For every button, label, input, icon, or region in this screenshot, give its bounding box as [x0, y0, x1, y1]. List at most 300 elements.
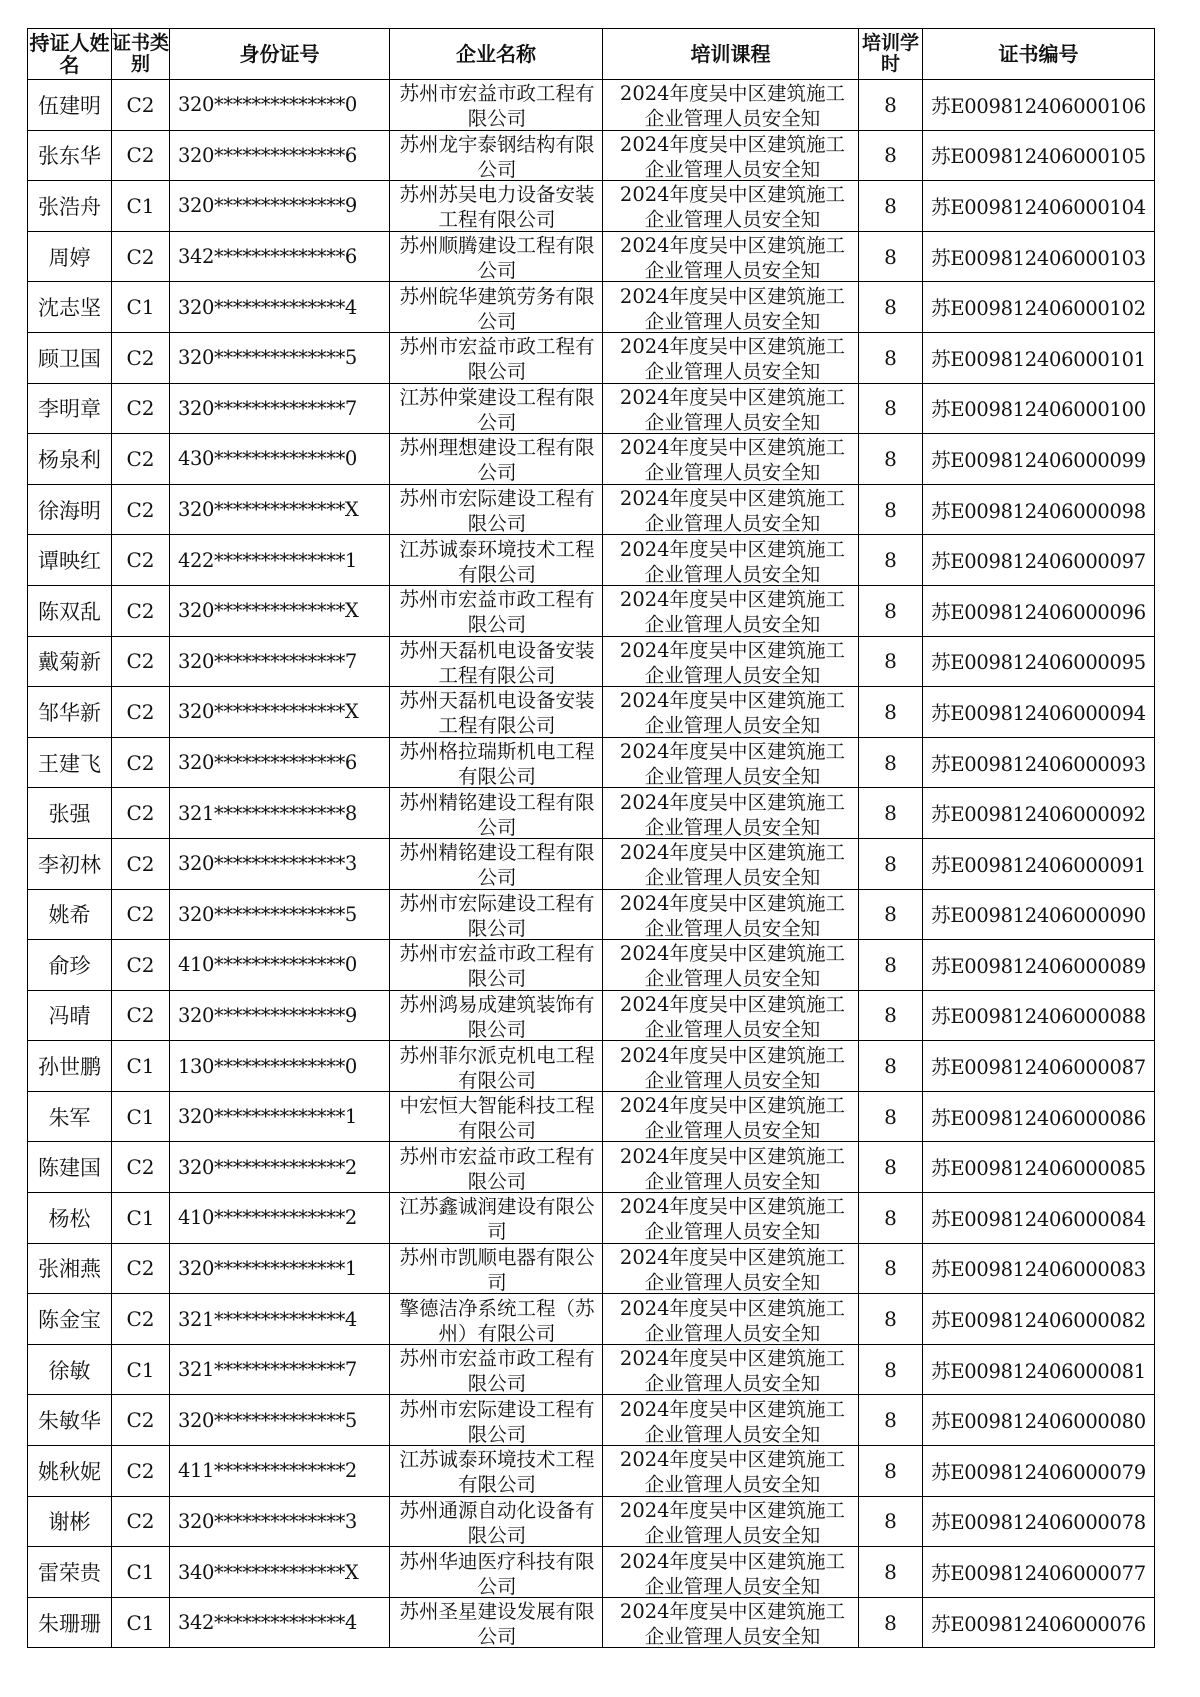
cell-hours: 8 [859, 282, 923, 333]
table-row [28, 434, 1155, 485]
cell-holder-name: 姚希 [28, 889, 112, 940]
cell-course: 2024年度吴中区建筑施工企业管理人员安全知 [619, 942, 846, 990]
cell-company-cell [390, 1344, 603, 1395]
cell-category: C2 [112, 940, 170, 991]
cell-id-number: 320**************3 [170, 838, 390, 889]
cell-category: C1 [112, 1547, 170, 1598]
cell-certificate-number: 苏E009812406000106 [923, 80, 1155, 131]
cell-certificate-number: 苏E009812406000098 [923, 484, 1155, 535]
cell-company-cell [390, 889, 603, 940]
cell-certificate-number: 苏E009812406000090 [923, 889, 1155, 940]
cell-company-cell [390, 181, 603, 232]
cell-company-cell [390, 788, 603, 839]
cell-company: 苏州市宏益市政工程有限公司 [399, 1144, 595, 1192]
cell-course-cell [603, 231, 859, 282]
header-row [28, 29, 1155, 80]
cell-id-number: 320**************7 [170, 383, 390, 434]
cell-id-number: 320**************7 [170, 636, 390, 687]
cell-hours: 8 [859, 737, 923, 788]
cell-course-cell [603, 687, 859, 738]
cell-company-cell [390, 383, 603, 434]
cell-id-number: 320**************X [170, 687, 390, 738]
table-row [28, 737, 1155, 788]
cell-id-number: 410**************2 [170, 1193, 390, 1244]
header-hours: 培训学时 [859, 29, 923, 80]
cell-holder-name: 张强 [28, 788, 112, 839]
table-row [28, 1496, 1155, 1547]
cell-category: C2 [112, 1243, 170, 1294]
table-row [28, 484, 1155, 535]
cell-certificate-number: 苏E009812406000096 [923, 585, 1155, 636]
cell-company-cell [390, 1597, 603, 1648]
cell-course: 2024年度吴中区建筑施工企业管理人员安全知 [619, 740, 846, 788]
table-row [28, 1344, 1155, 1395]
cell-course: 2024年度吴中区建筑施工企业管理人员安全知 [619, 284, 846, 332]
table-row [28, 181, 1155, 232]
cell-hours: 8 [859, 1294, 923, 1345]
table-row [28, 282, 1155, 333]
cell-holder-name: 伍建明 [28, 80, 112, 131]
table-row [28, 788, 1155, 839]
cell-course-cell [603, 80, 859, 131]
cell-course-cell [603, 1041, 859, 1092]
cell-category: C2 [112, 737, 170, 788]
cell-company: 苏州顺腾建设工程有限公司 [399, 234, 595, 282]
cell-hours: 8 [859, 889, 923, 940]
table-row [28, 687, 1155, 738]
header-certificate-number: 证书编号 [923, 29, 1155, 80]
cell-category: C2 [112, 231, 170, 282]
cell-category: C2 [112, 1294, 170, 1345]
cell-company-cell [390, 940, 603, 991]
cell-hours: 8 [859, 130, 923, 181]
cell-company-cell [390, 1446, 603, 1497]
cell-company-cell [390, 1547, 603, 1598]
table-row [28, 332, 1155, 383]
cell-course-cell [603, 1193, 859, 1244]
cell-category: C2 [112, 130, 170, 181]
cell-category: C2 [112, 889, 170, 940]
cell-course-cell [603, 181, 859, 232]
cell-course-cell [603, 1496, 859, 1547]
cell-company: 苏州市宏益市政工程有限公司 [399, 942, 595, 990]
cell-holder-name: 李明章 [28, 383, 112, 434]
cell-hours: 8 [859, 434, 923, 485]
cell-holder-name: 王建飞 [28, 737, 112, 788]
cell-id-number: 320**************0 [170, 80, 390, 131]
cell-certificate-number: 苏E009812406000102 [923, 282, 1155, 333]
cell-holder-name: 李初林 [28, 838, 112, 889]
table-row [28, 1294, 1155, 1345]
table-row [28, 940, 1155, 991]
cell-category: C2 [112, 434, 170, 485]
cell-certificate-number: 苏E009812406000080 [923, 1395, 1155, 1446]
header-id-number: 身份证号 [170, 29, 390, 80]
cell-certificate-number: 苏E009812406000089 [923, 940, 1155, 991]
cell-course: 2024年度吴中区建筑施工企业管理人员安全知 [619, 891, 846, 939]
cell-id-number: 320**************1 [170, 1243, 390, 1294]
cell-company-cell [390, 332, 603, 383]
cell-holder-name: 张湘燕 [28, 1243, 112, 1294]
cell-course-cell [603, 1597, 859, 1648]
cell-company-cell [390, 535, 603, 586]
cell-course: 2024年度吴中区建筑施工企业管理人员安全知 [619, 1195, 846, 1243]
cell-id-number: 430**************0 [170, 434, 390, 485]
cell-company: 苏州格拉瑞斯机电工程有限公司 [399, 740, 595, 788]
cell-holder-name: 姚秋妮 [28, 1446, 112, 1497]
cell-company: 苏州华迪医疗科技有限公司 [399, 1549, 595, 1597]
cell-company-cell [390, 1496, 603, 1547]
cell-category: C2 [112, 1496, 170, 1547]
cell-certificate-number: 苏E009812406000100 [923, 383, 1155, 434]
cell-certificate-number: 苏E009812406000104 [923, 181, 1155, 232]
cell-category: C2 [112, 636, 170, 687]
cell-holder-name: 戴菊新 [28, 636, 112, 687]
cell-course: 2024年度吴中区建筑施工企业管理人员安全知 [619, 588, 846, 636]
cell-hours: 8 [859, 80, 923, 131]
cell-id-number: 320**************5 [170, 1395, 390, 1446]
cell-id-number: 342**************4 [170, 1597, 390, 1648]
table-row [28, 585, 1155, 636]
cell-holder-name: 杨泉利 [28, 434, 112, 485]
cell-course-cell [603, 1294, 859, 1345]
cell-holder-name: 雷荣贵 [28, 1547, 112, 1598]
cell-company: 江苏诚泰环境技术工程有限公司 [399, 537, 595, 585]
cell-category: C2 [112, 1395, 170, 1446]
cell-course-cell [603, 1091, 859, 1142]
cell-company: 苏州苏吴电力设备安装工程有限公司 [399, 183, 595, 231]
cell-company: 苏州市凯顺电器有限公司 [399, 1245, 595, 1293]
cell-course-cell [603, 484, 859, 535]
cell-course: 2024年度吴中区建筑施工企业管理人员安全知 [619, 1043, 846, 1091]
cell-hours: 8 [859, 332, 923, 383]
cell-category: C2 [112, 838, 170, 889]
cell-hours: 8 [859, 1395, 923, 1446]
cell-hours: 8 [859, 484, 923, 535]
cell-course: 2024年度吴中区建筑施工企业管理人员安全知 [619, 1245, 846, 1293]
cell-course-cell [603, 788, 859, 839]
cell-company: 苏州龙宇泰钢结构有限公司 [399, 132, 595, 180]
cell-hours: 8 [859, 1547, 923, 1598]
cell-certificate-number: 苏E009812406000085 [923, 1142, 1155, 1193]
cell-course: 2024年度吴中区建筑施工企业管理人员安全知 [619, 841, 846, 889]
cell-holder-name: 谭映红 [28, 535, 112, 586]
cell-hours: 8 [859, 1142, 923, 1193]
cell-category: C1 [112, 282, 170, 333]
cell-hours: 8 [859, 1446, 923, 1497]
cell-course: 2024年度吴中区建筑施工企业管理人员安全知 [619, 992, 846, 1040]
cell-hours: 8 [859, 1344, 923, 1395]
table-row [28, 80, 1155, 131]
cell-course-cell [603, 636, 859, 687]
table-row [28, 1446, 1155, 1497]
cell-hours: 8 [859, 636, 923, 687]
cell-category: C2 [112, 788, 170, 839]
cell-company-cell [390, 1243, 603, 1294]
cell-holder-name: 顾卫国 [28, 332, 112, 383]
certificate-table [27, 28, 1155, 1648]
cell-company-cell [390, 1294, 603, 1345]
cell-hours: 8 [859, 1091, 923, 1142]
cell-certificate-number: 苏E009812406000081 [923, 1344, 1155, 1395]
cell-holder-name: 谢彬 [28, 1496, 112, 1547]
cell-category: C1 [112, 1597, 170, 1648]
cell-holder-name: 朱军 [28, 1091, 112, 1142]
table-row [28, 1547, 1155, 1598]
cell-course-cell [603, 838, 859, 889]
cell-holder-name: 俞珍 [28, 940, 112, 991]
cell-id-number: 321**************4 [170, 1294, 390, 1345]
table-row [28, 838, 1155, 889]
cell-certificate-number: 苏E009812406000105 [923, 130, 1155, 181]
cell-holder-name: 邹华新 [28, 687, 112, 738]
cell-certificate-number: 苏E009812406000088 [923, 990, 1155, 1041]
cell-certificate-number: 苏E009812406000077 [923, 1547, 1155, 1598]
cell-course: 2024年度吴中区建筑施工企业管理人员安全知 [619, 1144, 846, 1192]
cell-category: C2 [112, 383, 170, 434]
cell-course-cell [603, 332, 859, 383]
cell-category: C2 [112, 990, 170, 1041]
cell-course: 2024年度吴中区建筑施工企业管理人员安全知 [619, 1397, 846, 1445]
cell-category: C1 [112, 1344, 170, 1395]
header-company: 企业名称 [390, 29, 603, 80]
table-row [28, 889, 1155, 940]
table-row [28, 1395, 1155, 1446]
cell-course-cell [603, 737, 859, 788]
cell-company: 中宏恒大智能科技工程有限公司 [399, 1094, 595, 1142]
cell-course-cell [603, 383, 859, 434]
cell-certificate-number: 苏E009812406000084 [923, 1193, 1155, 1244]
cell-course-cell [603, 585, 859, 636]
table-header [28, 29, 1155, 80]
cell-hours: 8 [859, 231, 923, 282]
cell-company-cell [390, 687, 603, 738]
cell-company: 苏州鸿易成建筑装饰有限公司 [399, 992, 595, 1040]
certificate-list-sheet [27, 28, 1154, 1648]
cell-hours: 8 [859, 687, 923, 738]
cell-category: C2 [112, 484, 170, 535]
cell-course-cell [603, 1446, 859, 1497]
table-row [28, 383, 1155, 434]
cell-company-cell [390, 1041, 603, 1092]
cell-id-number: 320**************5 [170, 889, 390, 940]
cell-company: 苏州市宏益市政工程有限公司 [399, 335, 595, 383]
header-name: 持证人姓名 [28, 29, 112, 80]
cell-company: 苏州市宏际建设工程有限公司 [399, 1397, 595, 1445]
cell-company: 苏州市宏益市政工程有限公司 [399, 588, 595, 636]
cell-course: 2024年度吴中区建筑施工企业管理人员安全知 [619, 689, 846, 737]
cell-course: 2024年度吴中区建筑施工企业管理人员安全知 [619, 1094, 846, 1142]
cell-course-cell [603, 1344, 859, 1395]
cell-category: C1 [112, 1193, 170, 1244]
table-row [28, 990, 1155, 1041]
cell-course: 2024年度吴中区建筑施工企业管理人员安全知 [619, 1600, 846, 1648]
cell-certificate-number: 苏E009812406000093 [923, 737, 1155, 788]
cell-course-cell [603, 130, 859, 181]
cell-id-number: 342**************6 [170, 231, 390, 282]
cell-course: 2024年度吴中区建筑施工企业管理人员安全知 [619, 132, 846, 180]
cell-company-cell [390, 1142, 603, 1193]
cell-company: 江苏仲棠建设工程有限公司 [399, 385, 595, 433]
header-category: 证书类别 [112, 29, 170, 80]
cell-company: 苏州圣星建设发展有限公司 [399, 1600, 595, 1648]
cell-id-number: 320**************3 [170, 1496, 390, 1547]
cell-category: C2 [112, 585, 170, 636]
cell-company-cell [390, 838, 603, 889]
cell-holder-name: 张浩舟 [28, 181, 112, 232]
cell-category: C2 [112, 1142, 170, 1193]
table-row [28, 231, 1155, 282]
cell-holder-name: 孙世鹏 [28, 1041, 112, 1092]
cell-id-number: 411**************2 [170, 1446, 390, 1497]
cell-course-cell [603, 1547, 859, 1598]
cell-course-cell [603, 535, 859, 586]
cell-course: 2024年度吴中区建筑施工企业管理人员安全知 [619, 234, 846, 282]
cell-company-cell [390, 484, 603, 535]
cell-course: 2024年度吴中区建筑施工企业管理人员安全知 [619, 790, 846, 838]
cell-id-number: 320**************5 [170, 332, 390, 383]
cell-hours: 8 [859, 990, 923, 1041]
cell-certificate-number: 苏E009812406000097 [923, 535, 1155, 586]
cell-certificate-number: 苏E009812406000099 [923, 434, 1155, 485]
cell-course: 2024年度吴中区建筑施工企业管理人员安全知 [619, 82, 846, 130]
cell-hours: 8 [859, 1193, 923, 1244]
table-row [28, 1597, 1155, 1648]
cell-course: 2024年度吴中区建筑施工企业管理人员安全知 [619, 487, 846, 535]
cell-certificate-number: 苏E009812406000078 [923, 1496, 1155, 1547]
cell-category: C1 [112, 1041, 170, 1092]
cell-course: 2024年度吴中区建筑施工企业管理人员安全知 [619, 537, 846, 585]
cell-hours: 8 [859, 383, 923, 434]
cell-company-cell [390, 585, 603, 636]
cell-hours: 8 [859, 585, 923, 636]
cell-course-cell [603, 1142, 859, 1193]
cell-id-number: 422**************1 [170, 535, 390, 586]
cell-company-cell [390, 1193, 603, 1244]
cell-course: 2024年度吴中区建筑施工企业管理人员安全知 [619, 385, 846, 433]
cell-course-cell [603, 1243, 859, 1294]
cell-certificate-number: 苏E009812406000101 [923, 332, 1155, 383]
cell-holder-name: 周婷 [28, 231, 112, 282]
header-course: 培训课程 [603, 29, 859, 80]
cell-company: 苏州皖华建筑劳务有限公司 [399, 284, 595, 332]
cell-course-cell [603, 1395, 859, 1446]
cell-company: 苏州通源自动化设备有限公司 [399, 1498, 595, 1546]
cell-company-cell [390, 231, 603, 282]
cell-company-cell [390, 434, 603, 485]
cell-certificate-number: 苏E009812406000092 [923, 788, 1155, 839]
cell-id-number: 320**************X [170, 484, 390, 535]
cell-course: 2024年度吴中区建筑施工企业管理人员安全知 [619, 1347, 846, 1395]
table-row [28, 130, 1155, 181]
cell-company-cell [390, 990, 603, 1041]
cell-course: 2024年度吴中区建筑施工企业管理人员安全知 [619, 1498, 846, 1546]
cell-id-number: 321**************7 [170, 1344, 390, 1395]
cell-certificate-number: 苏E009812406000094 [923, 687, 1155, 738]
cell-company-cell [390, 1091, 603, 1142]
cell-course-cell [603, 889, 859, 940]
cell-course: 2024年度吴中区建筑施工企业管理人员安全知 [619, 1448, 846, 1496]
cell-id-number: 320**************4 [170, 282, 390, 333]
cell-course: 2024年度吴中区建筑施工企业管理人员安全知 [619, 1549, 846, 1597]
cell-holder-name: 朱珊珊 [28, 1597, 112, 1648]
cell-certificate-number: 苏E009812406000076 [923, 1597, 1155, 1648]
cell-certificate-number: 苏E009812406000095 [923, 636, 1155, 687]
cell-holder-name: 陈建国 [28, 1142, 112, 1193]
cell-company-cell [390, 80, 603, 131]
cell-holder-name: 徐敏 [28, 1344, 112, 1395]
cell-hours: 8 [859, 940, 923, 991]
cell-certificate-number: 苏E009812406000091 [923, 838, 1155, 889]
cell-hours: 8 [859, 1243, 923, 1294]
cell-category: C1 [112, 181, 170, 232]
cell-certificate-number: 苏E009812406000082 [923, 1294, 1155, 1345]
cell-category: C2 [112, 80, 170, 131]
cell-holder-name: 徐海明 [28, 484, 112, 535]
table-row [28, 535, 1155, 586]
cell-category: C2 [112, 1446, 170, 1497]
cell-company: 苏州天磊机电设备安装工程有限公司 [399, 638, 595, 686]
cell-company: 苏州菲尔派克机电工程有限公司 [399, 1043, 595, 1091]
cell-company: 擎德洁净系统工程（苏州）有限公司 [399, 1296, 595, 1344]
cell-course-cell [603, 990, 859, 1041]
table-row [28, 1142, 1155, 1193]
cell-company: 苏州市宏益市政工程有限公司 [399, 1347, 595, 1395]
cell-company: 江苏诚泰环境技术工程有限公司 [399, 1448, 595, 1496]
cell-company: 苏州精铭建设工程有限公司 [399, 841, 595, 889]
cell-holder-name: 张东华 [28, 130, 112, 181]
cell-id-number: 320**************6 [170, 130, 390, 181]
cell-course: 2024年度吴中区建筑施工企业管理人员安全知 [619, 1296, 846, 1344]
cell-id-number: 320**************1 [170, 1091, 390, 1142]
cell-holder-name: 沈志坚 [28, 282, 112, 333]
cell-company: 苏州天磊机电设备安装工程有限公司 [399, 689, 595, 737]
cell-hours: 8 [859, 1496, 923, 1547]
cell-holder-name: 朱敏华 [28, 1395, 112, 1446]
cell-hours: 8 [859, 1597, 923, 1648]
cell-certificate-number: 苏E009812406000087 [923, 1041, 1155, 1092]
cell-id-number: 130**************0 [170, 1041, 390, 1092]
cell-company: 苏州市宏际建设工程有限公司 [399, 487, 595, 535]
cell-course: 2024年度吴中区建筑施工企业管理人员安全知 [619, 436, 846, 484]
cell-course: 2024年度吴中区建筑施工企业管理人员安全知 [619, 183, 846, 231]
cell-company: 苏州理想建设工程有限公司 [399, 436, 595, 484]
cell-certificate-number: 苏E009812406000086 [923, 1091, 1155, 1142]
cell-company-cell [390, 1395, 603, 1446]
cell-id-number: 320**************6 [170, 737, 390, 788]
table-row [28, 1193, 1155, 1244]
cell-holder-name: 陈金宝 [28, 1294, 112, 1345]
cell-course: 2024年度吴中区建筑施工企业管理人员安全知 [619, 335, 846, 383]
cell-hours: 8 [859, 181, 923, 232]
cell-company-cell [390, 282, 603, 333]
cell-id-number: 320**************9 [170, 990, 390, 1041]
cell-company: 江苏鑫诚润建设有限公司 [399, 1195, 595, 1243]
table-row [28, 1243, 1155, 1294]
cell-hours: 8 [859, 535, 923, 586]
cell-company: 苏州精铭建设工程有限公司 [399, 790, 595, 838]
cell-hours: 8 [859, 838, 923, 889]
cell-course-cell [603, 282, 859, 333]
cell-company-cell [390, 130, 603, 181]
table-row [28, 1091, 1155, 1142]
cell-category: C2 [112, 535, 170, 586]
cell-id-number: 321**************8 [170, 788, 390, 839]
table-row [28, 1041, 1155, 1092]
cell-id-number: 320**************2 [170, 1142, 390, 1193]
cell-certificate-number: 苏E009812406000103 [923, 231, 1155, 282]
cell-hours: 8 [859, 1041, 923, 1092]
